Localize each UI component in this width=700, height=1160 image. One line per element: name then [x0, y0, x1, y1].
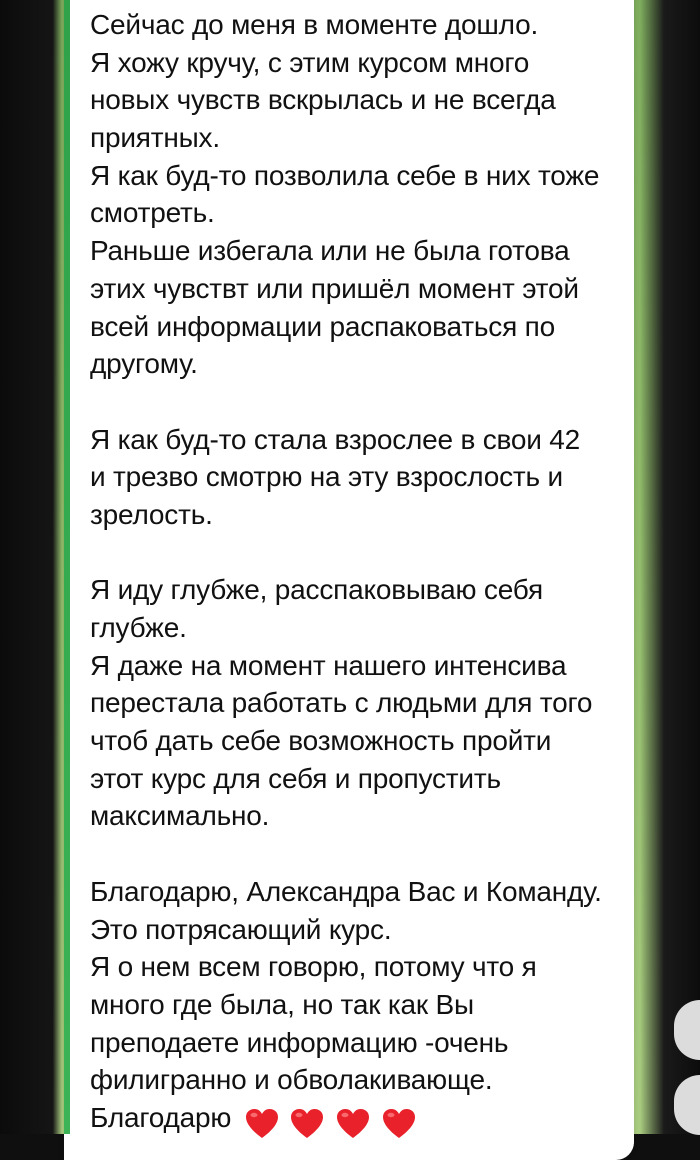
message-line: и трезво смотрю на эту взрослость и	[90, 461, 563, 493]
message-line: этих чувствт или пришёл момент этой	[90, 272, 579, 304]
message-line: Я о нем всем говорю, потому что я	[90, 951, 537, 983]
message-line: другому.	[90, 348, 198, 380]
message-line: зрелость.	[90, 498, 213, 530]
paragraph	[90, 571, 625, 835]
message-line: глубже.	[90, 612, 187, 643]
message-line: максимально.	[90, 800, 270, 832]
heart-icon	[245, 1108, 279, 1140]
message-line: Благодарю, Александра Вас и Команду.	[90, 875, 602, 907]
message-line: Я как буд-то стала взрослее в свои 42	[90, 423, 581, 455]
hearts-row	[245, 1103, 420, 1141]
right-dark-edge	[640, 0, 700, 1134]
message-line: преподаете информацию -очень	[90, 1026, 509, 1058]
left-dark-edge	[0, 0, 62, 1134]
paragraph-gap	[90, 534, 625, 572]
message-line: чтоб дать себе возможность пройти	[90, 725, 552, 757]
message-text	[90, 6, 625, 1137]
message-line: Я хожу кручу, с этим курсом много	[90, 46, 530, 78]
heart-icon	[336, 1108, 370, 1140]
message-line: новых чувств вскрылась и не всегда	[90, 84, 556, 116]
message-last-line	[90, 1099, 625, 1137]
quote-accent-bar	[64, 0, 70, 1134]
paragraph	[90, 873, 625, 1137]
paragraph-gap	[90, 383, 625, 421]
message-line: Сейчас до меня в моменте дошло.	[90, 9, 539, 40]
message-line: перестала работать с людьми для того	[90, 687, 593, 719]
message-line: Это потрясающий курс.	[90, 913, 392, 945]
message-line: всей информации распаковаться по	[90, 310, 555, 342]
paragraph-gap	[90, 835, 625, 873]
message-line: Я даже на момент нашего интенсива	[90, 649, 567, 681]
message-line: Раньше избегала или не была готова	[90, 235, 570, 267]
message-line: филигранно и обволакивающе.	[90, 1064, 493, 1096]
message-line: Я иду глубже, расспаковываю себя	[90, 574, 543, 606]
message-line: приятных.	[90, 122, 220, 154]
paragraph	[90, 421, 625, 534]
heart-icon	[382, 1108, 416, 1140]
message-line: много где была, но так как Вы	[90, 988, 474, 1020]
message-line: этот курс для себя и пропустить	[90, 762, 501, 794]
message-line: Я как буд-то позволила себе в них тоже	[90, 159, 600, 191]
paragraph	[90, 6, 625, 383]
message-line: смотреть.	[90, 197, 215, 229]
thanks-word: Благодарю	[90, 1101, 232, 1133]
heart-icon	[290, 1108, 324, 1140]
